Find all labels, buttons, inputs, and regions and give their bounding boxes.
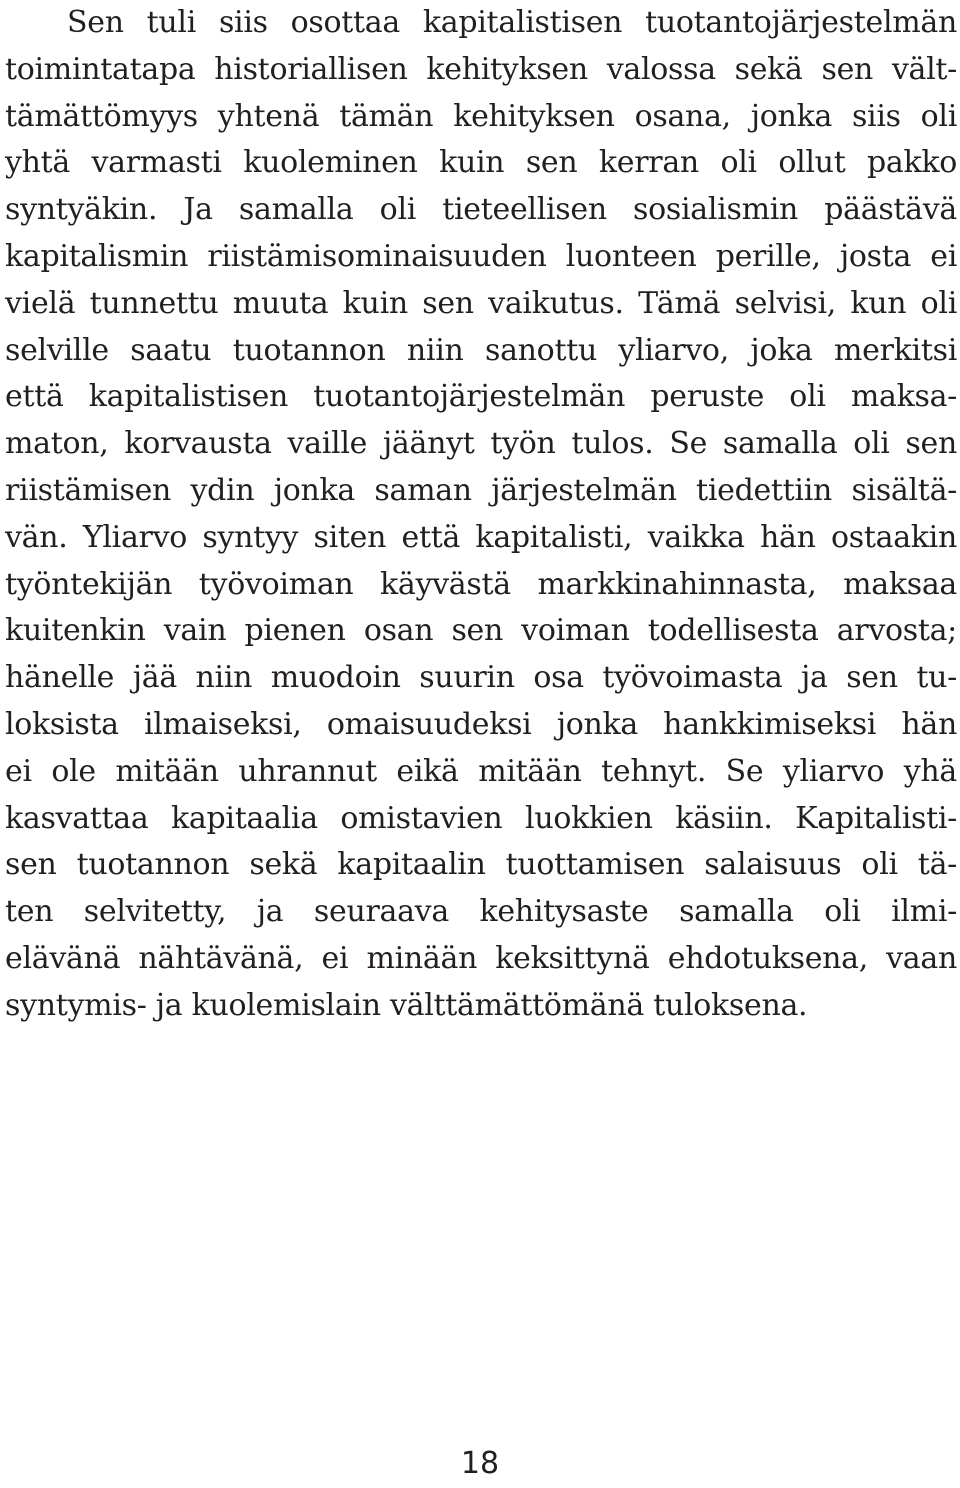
text-line-18: kasvattaa kapitaalia omistavien luokkien käsiin. Kapitalisti- [5, 800, 957, 836]
text-line-11: riistämisen ydin jonka saman järjestelmän tiedettiin sisältä- [5, 472, 957, 508]
text-line-4: yhtä varmasti kuoleminen kuin sen kerran oli ollut pakko [5, 145, 957, 181]
text-line-13: työntekijän työvoiman käyvästä markkinahinnasta, maksaa [5, 566, 957, 602]
text-line-19: sen tuotannon sekä kapitaalin tuottamisen salaisuus oli tä- [5, 847, 957, 883]
text-line-16: loksista ilmaiseksi, omaisuudeksi jonka hankkimiseksi hän [5, 706, 957, 742]
text-line-8: selville saatu tuotannon niin sanottu yliarvo, joka merkitsi [5, 332, 957, 368]
text-line-17: ei ole mitään uhrannut eikä mitään tehnyt. Se yliarvo yhä [5, 753, 957, 789]
page-number: 18 [460, 1446, 500, 1481]
text-line-20: ten selvitetty, ja seuraava kehitysaste samalla oli ilmi- [5, 894, 957, 930]
text-line-6: kapitalismin riistämisominaisuuden luonteen perille, josta ei [5, 238, 957, 274]
text-line-9: että kapitalistisen tuotantojärjestelmän peruste oli maksa- [5, 379, 957, 415]
text-line-22: syntymis- ja kuolemislain välttämättömänä tuloksena. [5, 987, 808, 1023]
text-line-1: Sen tuli siis osottaa kapitalistisen tuotantojärjestelmän [67, 5, 957, 40]
body-paragraph [5, 0, 957, 1030]
text-line-21: elävänä nähtävänä, ei minään keksittynä ehdotuksena, vaan [5, 940, 957, 976]
text-line-12: vän. Yliarvo syntyy siten että kapitalisti, vaikka hän ostaakin [5, 519, 957, 555]
text-line-15: hänelle jää niin muodoin suurin osa työvoimasta ja sen tu- [5, 660, 957, 696]
text-line-10: maton, korvausta vaille jäänyt työn tulos. Se samalla oli sen [5, 426, 957, 462]
text-line-7: vielä tunnettu muuta kuin sen vaikutus. Tämä selvisi, kun oli [5, 285, 957, 321]
text-line-14: kuitenkin vain pienen osan sen voiman todellisesta arvosta; [5, 613, 957, 649]
text-line-3: tämättömyys yhtenä tämän kehityksen osana, jonka siis oli [5, 98, 957, 134]
text-line-5: syntyäkin. Ja samalla oli tieteellisen sosialismin päästävä [5, 192, 957, 228]
text-line-2: toimintatapa historiallisen kehityksen valossa sekä sen vält- [5, 51, 957, 87]
